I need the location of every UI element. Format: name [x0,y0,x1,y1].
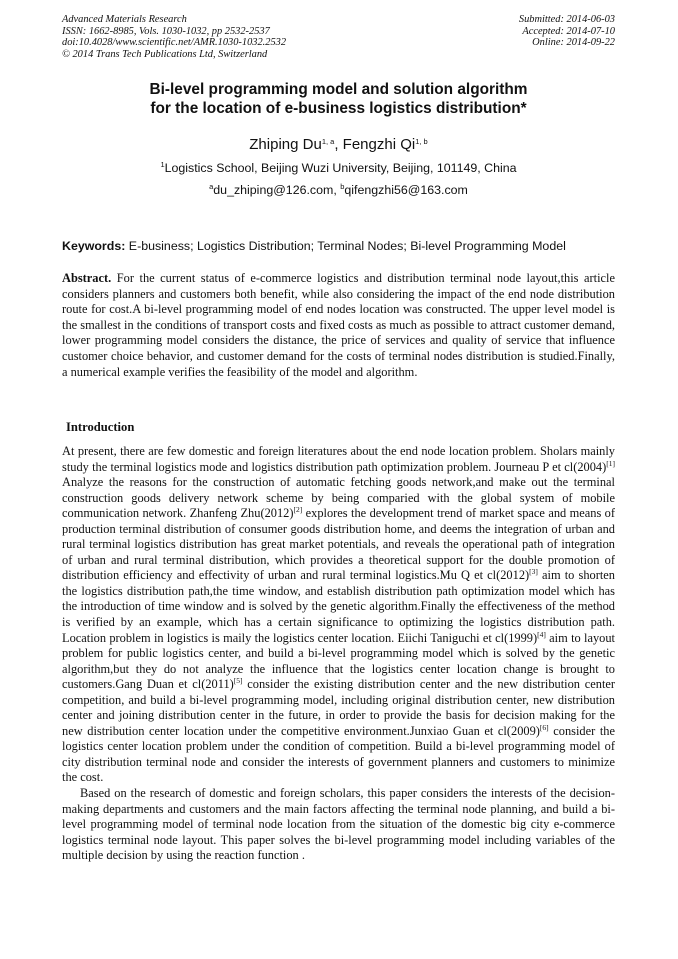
journal-copyright: © 2014 Trans Tech Publications Ltd, Switzerland [62,48,268,60]
paragraph-text: consider the logistics center location problem under the condition of competition. Build a bi-level programming model of city distribution terminal node and consider the interests of government planners and customers to minimize the cost. [62,723,615,785]
title-line-2: for the location of e-business logistics distribution* [150,99,527,117]
author-1-name: Zhiping Du [249,136,322,153]
journal-name: Advanced Materials Research [62,14,187,25]
paragraph-text: aim to layout problem for public logistics center, and build a bi-level programming model which is solved by the genetic algorithm,but they do not analyze the influence that the logistics center location change is brought to customers.Gang Duan et cl(2011) [62,630,615,692]
submitted-date: Submitted: 2014-06-03 [518,14,615,25]
affiliation-sup: 1 [160,160,165,169]
citation-ref-6: [6] [539,722,549,732]
email-a-sup: a [209,182,214,191]
abstract [62,271,615,380]
paragraph-text: consider the existing distribution center and the new distribution center competition, and build a bi-level programming model, including original distribution center, new distribution center and joining distribution center in the future, in order to provide the basis for decision making for the new distribution center location under the competitive environment.Junxiao Guan et cl(2009) [62,677,616,738]
paper-title [62,81,615,119]
title-line-1: Bi-level programming model and solution algorithm [149,81,528,98]
accepted-date: Accepted: 2014-07-10 [522,25,615,37]
email-b: qifengzhi56@163.com [344,183,468,197]
abstract-text: For the current status of e-commerce logistics and distribution terminal node layout,this article considers planners and customers both benefit, while also considering the impact of the end node distribution route for cost.A bi-level programming model of end nodes location was constructed. The upper level model is the smallest in the conditions of transport costs and fixed costs as much as possible to attract customer demand, lower programming model considers the distance, the price of services and quality of service that influence customer choice behavior, and customer demand for the costs of terminal nodes distribution is studied.Finally, a numerical example verifies the feasibility of the model and algorithm. [62,271,615,379]
citation-ref-5: [5] [233,676,243,686]
journal-header [62,14,615,60]
abstract-label: Abstract. [62,271,112,285]
submission-dates [519,14,615,60]
paragraph-text: explores the development trend of market space and means of production terminal distribution of consumer goods distribution home, and deems the integration of urban and rural terminal logistics distribution has great market potentials, and reveals the operational path of integration of urban and rural terminal distribution, which provides a theoretical support for the double promotion of distribution efficiency and effectivity of urban and rural terminal logistics.Mu Q et cl(2012) [62,506,615,583]
journal-info [62,14,286,60]
paragraph [62,444,615,786]
journal-issn: ISSN: 1662-8985, Vols. 1030-1032, pp 2532-2537 [62,25,270,37]
email-b-sup: b [340,182,345,191]
citation-ref-4: [4] [537,629,546,639]
email-a: du_zhiping@126.com, [213,183,341,197]
affiliation [62,161,615,175]
introduction-body [62,444,615,864]
online-date: Online: 2014-09-22 [532,37,615,49]
author-1-sup: 1, a [321,137,335,146]
paragraph-text: Analyze the reasons for the construction of automatic fetching goods network,and make out the terminal construction goods delivery network scheme by being comparied with the global system of mobile communication network. Zhanfeng Zhu(2012) [62,475,615,521]
paragraph-text: aim to shorten the logistics distribution path,the time window, and establish distribution path optimization model which has the introduction of time window and is solved by the genetic algorithm.Finally the effectiveness of the method is verified by an example, which has a certain significance to optimizing the logistics distribution path. Location problem in logistics is maily the logistics center location. Eiichi Taniguchi et cl(1999) [62,568,615,645]
author-list [62,136,615,153]
keywords-label: Keywords: [62,239,126,253]
section-heading-introduction: Introduction [66,420,135,434]
paragraph-text: At present, there are few domestic and foreign literatures about the end node location problem. Sholars mainly study the terminal logistics mode and logistics distribution path optimization problem. Journeau P et cl(2004) [62,444,615,474]
keywords [62,239,615,253]
author-2-sup: 1, b [415,137,428,146]
citation-ref-1: [1] [606,458,615,468]
author-2-name: Fengzhi Qi [342,136,416,153]
paragraph: Based on the research of domestic and foreign scholars, this paper considers the interests of the decision-making departments and customers and the main factors affecting the terminal node planning, and build a bi-level programming model of terminal node location from the situation of the domestic big city e-commerce logistics terminal node layout. This paper solves the bi-level programming model including variables of the multiple decision by using the reaction function . [62,786,615,863]
keywords-text: E-business; Logistics Distribution; Terminal Nodes; Bi-level Programming Model [125,239,566,253]
journal-doi: doi:10.4028/www.scientific.net/AMR.1030-1032.2532 [62,37,287,49]
citation-ref-2: [2] [293,505,303,515]
affiliation-text: Logistics School, Beijing Wuzi University, Beijing, 101149, China [164,161,517,175]
citation-ref-3: [3] [529,567,538,577]
author-emails [62,183,615,197]
author-separator: , [334,136,343,153]
